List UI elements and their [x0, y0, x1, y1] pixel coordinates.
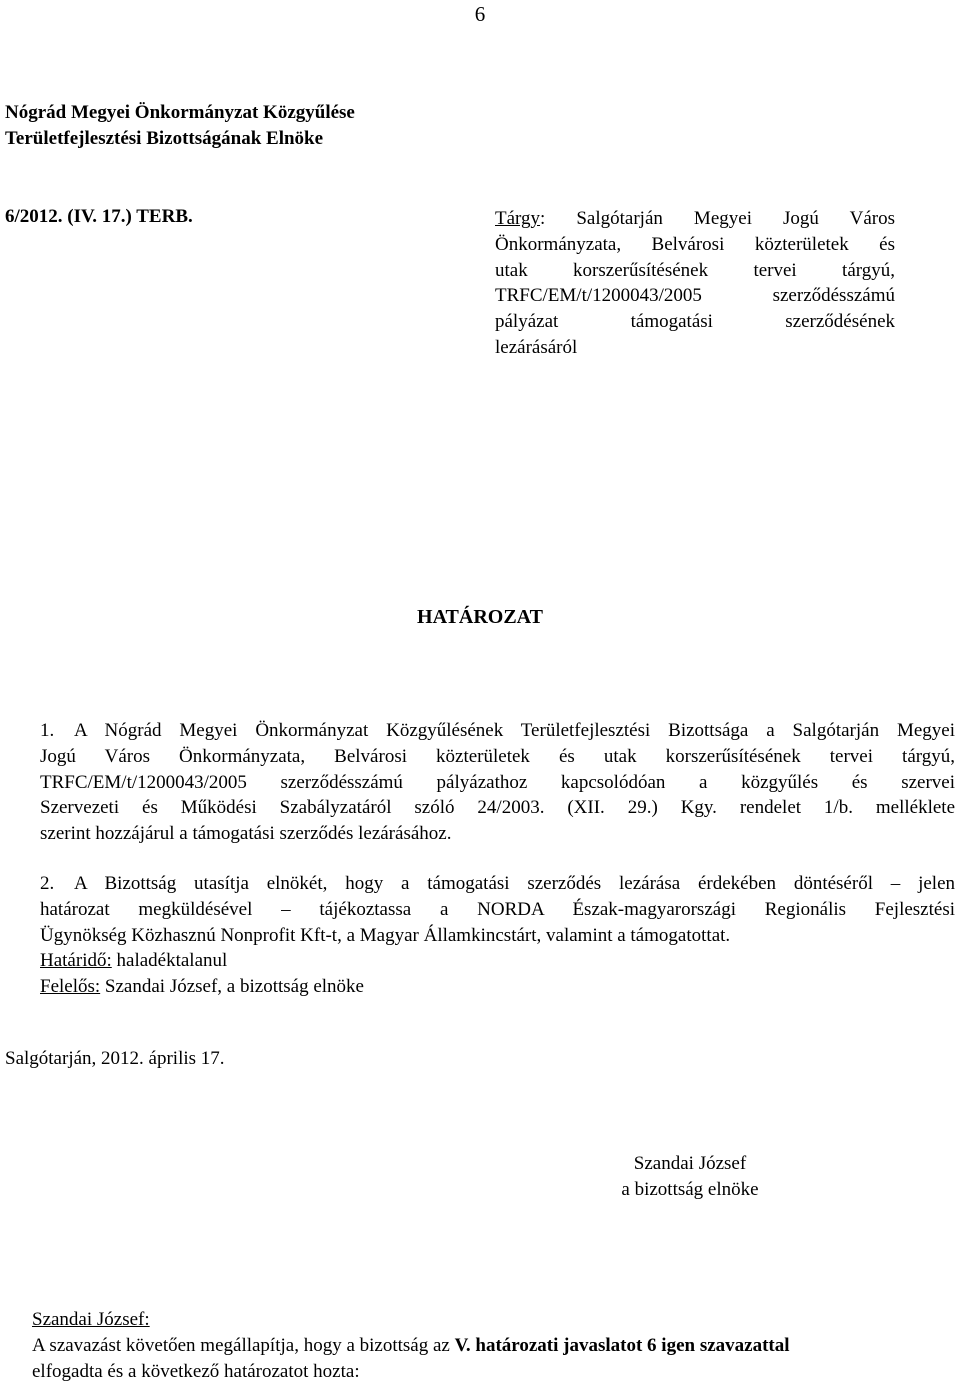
paragraph-2-text-1: A Bizottság utasítja elnökét, hogy a támogatási szerződés lezárása érdekében döntéséről – jelen	[74, 873, 955, 894]
subject-line-5: pályázat támogatási szerződésének	[495, 311, 895, 333]
subject-text-1: : Salgótarján Megyei Jogú Város	[540, 208, 895, 229]
paragraph-1-number: 1.	[40, 720, 55, 741]
paragraph-1-line-3: TRFC/EM/t/1200043/2005 szerződésszámú pályázathoz kapcsolódóan a közgyűlés és szervei	[40, 771, 955, 793]
subject-line-3: utak korszerűsítésének tervei tárgyú,	[495, 259, 895, 281]
deadline-label: Határidő:	[40, 950, 112, 972]
paragraph-1	[40, 718, 955, 847]
footer-line-1-bold: V. határozati javaslatot 6 igen szavazattal	[454, 1334, 790, 1356]
responsible-value: Szandai József, a bizottság elnöke	[100, 976, 364, 998]
footer-speaker: Szandai József:	[32, 1309, 150, 1330]
subject-line-4: TRFC/EM/t/1200043/2005 szerződésszámú	[495, 285, 895, 307]
responsible-label: Felelős:	[40, 976, 101, 998]
subject-line-1	[495, 206, 895, 232]
paragraph-1-line-5: szerint hozzájárul a támogatási szerződés lezárásához.	[40, 823, 452, 845]
issuer-block	[5, 100, 355, 152]
page-number: 6	[474, 2, 486, 26]
subject-line-2: Önkormányzata, Belvárosi közterületek és	[495, 233, 895, 255]
subject-block	[495, 206, 895, 361]
paragraph-2	[40, 871, 955, 1000]
reference-number: 6/2012. (IV. 17.) TERB.	[5, 206, 193, 227]
resolution-title: HATÁROZAT	[417, 606, 543, 628]
paragraph-2-line-1	[40, 871, 955, 897]
issuer-line-1: Nógrád Megyei Önkormányzat Közgyűlése	[5, 102, 355, 123]
paragraph-2-line-3: Ügynökség Közhasznú Nonprofit Kft-t, a Magyar Államkincstárt, valamint a támogatottat.	[40, 924, 731, 946]
signature-role: a bizottság elnöke	[621, 1179, 759, 1200]
footer-block	[32, 1307, 912, 1384]
deadline-line	[40, 948, 955, 974]
deadline-value: haladéktalanul	[111, 950, 228, 972]
paragraph-2-line-2: határozat megküldésével – tájékoztassa a NORDA Észak-magyarországi Regionális Fejlesztési	[40, 898, 955, 920]
paragraph-1-line-1	[40, 718, 955, 744]
issuer-line-2: Területfejlesztési Bizottságának Elnöke	[5, 128, 324, 149]
paragraph-1-text-1: A Nógrád Megyei Önkormányzat Közgyűlésének Területfejlesztési Bizottsága a Salgótarján Megyei	[74, 720, 955, 741]
subject-label: Tárgy	[495, 208, 541, 229]
subject-line-6: lezárásáról	[495, 336, 578, 358]
place-and-date: Salgótarján, 2012. április 17.	[5, 1048, 225, 1069]
paragraph-1-line-4: Szervezeti és Működési Szabályzatáról szóló 24/2003. (XII. 29.) Kgy. rendelet 1/b. melléklete	[40, 797, 955, 819]
paragraph-2-number: 2.	[40, 873, 55, 894]
responsible-line	[40, 974, 955, 1000]
footer-line-1	[32, 1333, 912, 1359]
footer-line-2: elfogadta és a következő határozatot hozta:	[32, 1360, 360, 1382]
footer-line-1-plain: A szavazást követően megállapítja, hogy a bizottság az	[32, 1334, 455, 1356]
paragraph-1-line-2: Jogú Város Önkormányzata, Belvárosi közterületek és utak korszerűsítésének tervei tárgyú,	[40, 745, 955, 767]
signature-block	[560, 1151, 820, 1203]
signature-name: Szandai József	[633, 1153, 747, 1174]
